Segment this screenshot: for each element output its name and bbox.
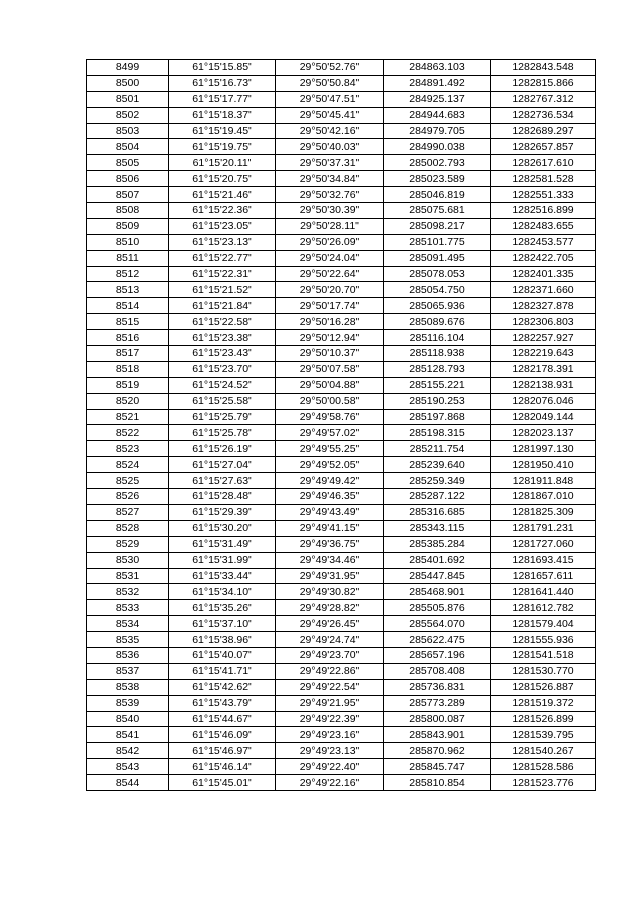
latitude-cell: 61°15'18.37" [169,107,276,123]
point-number-cell: 8522 [87,425,169,441]
latitude-cell: 61°15'21.52" [169,282,276,298]
table-row [87,425,596,441]
longitude-cell: 29°50'50.84" [276,75,384,91]
latitude-cell: 61°15'40.07" [169,647,276,663]
easting-cell: 285810.854 [384,775,491,791]
northing-cell: 1281911.848 [491,473,596,489]
northing-cell: 1282843.548 [491,60,596,76]
longitude-cell: 29°49'57.02" [276,425,384,441]
northing-cell: 1282401.335 [491,266,596,282]
point-number-cell: 8530 [87,552,169,568]
point-number-cell: 8507 [87,187,169,203]
easting-cell: 285118.938 [384,346,491,362]
point-number-cell: 8532 [87,584,169,600]
longitude-cell: 29°50'00.58" [276,393,384,409]
longitude-cell: 29°50'10.37" [276,346,384,362]
latitude-cell: 61°15'21.84" [169,298,276,314]
latitude-cell: 61°15'20.11" [169,155,276,171]
northing-cell: 1282327.878 [491,298,596,314]
longitude-cell: 29°49'34.46" [276,552,384,568]
latitude-cell: 61°15'25.78" [169,425,276,441]
northing-cell: 1281526.887 [491,679,596,695]
longitude-cell: 29°50'04.88" [276,377,384,393]
easting-cell: 285128.793 [384,361,491,377]
longitude-cell: 29°50'47.51" [276,91,384,107]
latitude-cell: 61°15'46.97" [169,743,276,759]
northing-cell: 1282076.046 [491,393,596,409]
point-number-cell: 8506 [87,171,169,187]
longitude-cell: 29°49'24.74" [276,632,384,648]
point-number-cell: 8537 [87,663,169,679]
easting-cell: 284979.705 [384,123,491,139]
point-number-cell: 8538 [87,679,169,695]
latitude-cell: 61°15'37.10" [169,616,276,632]
northing-cell: 1281657.611 [491,568,596,584]
easting-cell: 284990.038 [384,139,491,155]
point-number-cell: 8504 [87,139,169,155]
table-row [87,155,596,171]
easting-cell: 285098.217 [384,218,491,234]
point-number-cell: 8512 [87,266,169,282]
table-row [87,520,596,536]
northing-cell: 1282581.528 [491,171,596,187]
table-row [87,457,596,473]
table-row [87,107,596,123]
latitude-cell: 61°15'22.58" [169,314,276,330]
easting-cell: 285089.676 [384,314,491,330]
longitude-cell: 29°50'12.94" [276,330,384,346]
easting-cell: 285622.475 [384,632,491,648]
easting-cell: 284891.492 [384,75,491,91]
table-row [87,91,596,107]
table-row [87,695,596,711]
northing-cell: 1282219.643 [491,346,596,362]
longitude-cell: 29°50'20.70" [276,282,384,298]
latitude-cell: 61°15'26.19" [169,441,276,457]
northing-cell: 1281579.404 [491,616,596,632]
easting-cell: 285708.408 [384,663,491,679]
easting-cell: 285287.122 [384,489,491,505]
longitude-cell: 29°50'34.84" [276,171,384,187]
table-row [87,346,596,362]
latitude-cell: 61°15'35.26" [169,600,276,616]
easting-cell: 285800.087 [384,711,491,727]
point-number-cell: 8535 [87,632,169,648]
northing-cell: 1282516.899 [491,203,596,219]
table-row [87,600,596,616]
point-number-cell: 8526 [87,489,169,505]
point-number-cell: 8534 [87,616,169,632]
point-number-cell: 8523 [87,441,169,457]
easting-cell: 285155.221 [384,377,491,393]
northing-cell: 1281791.231 [491,520,596,536]
northing-cell: 1281528.586 [491,759,596,775]
table-row [87,584,596,600]
longitude-cell: 29°49'43.49" [276,504,384,520]
easting-cell: 285002.793 [384,155,491,171]
northing-cell: 1282483.655 [491,218,596,234]
latitude-cell: 61°15'44.67" [169,711,276,727]
table-row [87,489,596,505]
northing-cell: 1282815.866 [491,75,596,91]
point-number-cell: 8508 [87,203,169,219]
longitude-cell: 29°49'31.95" [276,568,384,584]
table-row [87,250,596,266]
northing-cell: 1282767.312 [491,91,596,107]
longitude-cell: 29°49'22.39" [276,711,384,727]
longitude-cell: 29°49'22.16" [276,775,384,791]
table-row [87,441,596,457]
point-number-cell: 8500 [87,75,169,91]
longitude-cell: 29°50'17.74" [276,298,384,314]
longitude-cell: 29°50'30.39" [276,203,384,219]
point-number-cell: 8517 [87,346,169,362]
latitude-cell: 61°15'23.70" [169,361,276,377]
northing-cell: 1281727.060 [491,536,596,552]
easting-cell: 285091.495 [384,250,491,266]
point-number-cell: 8501 [87,91,169,107]
latitude-cell: 61°15'27.63" [169,473,276,489]
point-number-cell: 8529 [87,536,169,552]
table-row [87,504,596,520]
easting-cell: 285054.750 [384,282,491,298]
easting-cell: 285343.115 [384,520,491,536]
point-number-cell: 8499 [87,60,169,76]
easting-cell: 285385.284 [384,536,491,552]
northing-cell: 1281523.776 [491,775,596,791]
easting-cell: 284925.137 [384,91,491,107]
table-row [87,361,596,377]
northing-cell: 1281612.782 [491,600,596,616]
easting-cell: 285078.053 [384,266,491,282]
point-number-cell: 8513 [87,282,169,298]
table-row [87,536,596,552]
latitude-cell: 61°15'15.85" [169,60,276,76]
latitude-cell: 61°15'19.45" [169,123,276,139]
table-row [87,616,596,632]
table-row [87,568,596,584]
point-number-cell: 8510 [87,234,169,250]
table-row [87,60,596,76]
coordinate-table [86,59,596,791]
easting-cell: 285564.070 [384,616,491,632]
table-row [87,632,596,648]
easting-cell: 285101.775 [384,234,491,250]
table-row [87,711,596,727]
easting-cell: 285447.845 [384,568,491,584]
northing-cell: 1281950.410 [491,457,596,473]
easting-cell: 285075.681 [384,203,491,219]
northing-cell: 1282023.137 [491,425,596,441]
table-row [87,473,596,489]
point-number-cell: 8518 [87,361,169,377]
table-row [87,647,596,663]
point-number-cell: 8503 [87,123,169,139]
northing-cell: 1281530.770 [491,663,596,679]
northing-cell: 1282257.927 [491,330,596,346]
point-number-cell: 8540 [87,711,169,727]
point-number-cell: 8541 [87,727,169,743]
longitude-cell: 29°49'36.75" [276,536,384,552]
table-row [87,393,596,409]
longitude-cell: 29°50'45.41" [276,107,384,123]
easting-cell: 285239.640 [384,457,491,473]
table-row [87,377,596,393]
latitude-cell: 61°15'27.04" [169,457,276,473]
easting-cell: 285845.747 [384,759,491,775]
longitude-cell: 29°50'37.31" [276,155,384,171]
northing-cell: 1281541.518 [491,647,596,663]
latitude-cell: 61°15'42.62" [169,679,276,695]
latitude-cell: 61°15'22.31" [169,266,276,282]
longitude-cell: 29°49'22.54" [276,679,384,695]
latitude-cell: 61°15'30.20" [169,520,276,536]
point-number-cell: 8544 [87,775,169,791]
table-row [87,234,596,250]
longitude-cell: 29°50'24.04" [276,250,384,266]
latitude-cell: 61°15'23.05" [169,218,276,234]
longitude-cell: 29°50'40.03" [276,139,384,155]
latitude-cell: 61°15'23.43" [169,346,276,362]
northing-cell: 1282551.333 [491,187,596,203]
latitude-cell: 61°15'19.75" [169,139,276,155]
northing-cell: 1282306.803 [491,314,596,330]
northing-cell: 1281526.899 [491,711,596,727]
longitude-cell: 29°50'42.16" [276,123,384,139]
longitude-cell: 29°49'23.16" [276,727,384,743]
point-number-cell: 8543 [87,759,169,775]
table-row [87,282,596,298]
northing-cell: 1281555.936 [491,632,596,648]
latitude-cell: 61°15'16.73" [169,75,276,91]
point-number-cell: 8536 [87,647,169,663]
table-row [87,266,596,282]
easting-cell: 285259.349 [384,473,491,489]
latitude-cell: 61°15'17.77" [169,91,276,107]
point-number-cell: 8511 [87,250,169,266]
table-row [87,552,596,568]
latitude-cell: 61°15'34.10" [169,584,276,600]
table-row [87,727,596,743]
point-number-cell: 8525 [87,473,169,489]
table-row [87,759,596,775]
longitude-cell: 29°49'26.45" [276,616,384,632]
easting-cell: 285198.315 [384,425,491,441]
point-number-cell: 8502 [87,107,169,123]
point-number-cell: 8527 [87,504,169,520]
easting-cell: 285870.962 [384,743,491,759]
northing-cell: 1281539.795 [491,727,596,743]
table-row [87,171,596,187]
longitude-cell: 29°49'52.05" [276,457,384,473]
latitude-cell: 61°15'31.49" [169,536,276,552]
easting-cell: 285065.936 [384,298,491,314]
point-number-cell: 8519 [87,377,169,393]
latitude-cell: 61°15'33.44" [169,568,276,584]
point-number-cell: 8521 [87,409,169,425]
latitude-cell: 61°15'25.58" [169,393,276,409]
table-row [87,203,596,219]
table-row [87,75,596,91]
easting-cell: 285116.104 [384,330,491,346]
point-number-cell: 8520 [87,393,169,409]
table-row [87,123,596,139]
northing-cell: 1282138.931 [491,377,596,393]
northing-cell: 1282178.391 [491,361,596,377]
easting-cell: 285023.589 [384,171,491,187]
latitude-cell: 61°15'46.14" [169,759,276,775]
northing-cell: 1282736.534 [491,107,596,123]
coordinate-table-body [87,60,596,791]
longitude-cell: 29°49'30.82" [276,584,384,600]
easting-cell: 285468.901 [384,584,491,600]
easting-cell: 284944.683 [384,107,491,123]
northing-cell: 1281519.372 [491,695,596,711]
point-number-cell: 8528 [87,520,169,536]
easting-cell: 285773.289 [384,695,491,711]
point-number-cell: 8515 [87,314,169,330]
easting-cell: 285736.831 [384,679,491,695]
point-number-cell: 8533 [87,600,169,616]
table-row [87,743,596,759]
northing-cell: 1282453.577 [491,234,596,250]
easting-cell: 285211.754 [384,441,491,457]
longitude-cell: 29°49'23.70" [276,647,384,663]
table-row [87,187,596,203]
latitude-cell: 61°15'45.01" [169,775,276,791]
latitude-cell: 61°15'43.79" [169,695,276,711]
table-row [87,330,596,346]
easting-cell: 285197.868 [384,409,491,425]
easting-cell: 284863.103 [384,60,491,76]
longitude-cell: 29°49'21.95" [276,695,384,711]
table-row [87,139,596,155]
latitude-cell: 61°15'28.48" [169,489,276,505]
easting-cell: 285190.253 [384,393,491,409]
longitude-cell: 29°49'58.76" [276,409,384,425]
latitude-cell: 61°15'23.38" [169,330,276,346]
latitude-cell: 61°15'38.96" [169,632,276,648]
longitude-cell: 29°49'41.15" [276,520,384,536]
latitude-cell: 61°15'41.71" [169,663,276,679]
longitude-cell: 29°50'16.28" [276,314,384,330]
point-number-cell: 8514 [87,298,169,314]
latitude-cell: 61°15'22.36" [169,203,276,219]
longitude-cell: 29°50'52.76" [276,60,384,76]
longitude-cell: 29°50'22.64" [276,266,384,282]
longitude-cell: 29°49'46.35" [276,489,384,505]
longitude-cell: 29°50'32.76" [276,187,384,203]
longitude-cell: 29°49'22.40" [276,759,384,775]
point-number-cell: 8531 [87,568,169,584]
latitude-cell: 61°15'25.79" [169,409,276,425]
latitude-cell: 61°15'31.99" [169,552,276,568]
northing-cell: 1281540.267 [491,743,596,759]
easting-cell: 285505.876 [384,600,491,616]
longitude-cell: 29°49'22.86" [276,663,384,679]
northing-cell: 1282422.705 [491,250,596,266]
northing-cell: 1281867.010 [491,489,596,505]
latitude-cell: 61°15'24.52" [169,377,276,393]
longitude-cell: 29°49'49.42" [276,473,384,489]
northing-cell: 1282617.610 [491,155,596,171]
longitude-cell: 29°49'23.13" [276,743,384,759]
table-row [87,679,596,695]
longitude-cell: 29°49'55.25" [276,441,384,457]
latitude-cell: 61°15'21.46" [169,187,276,203]
table-row [87,314,596,330]
table-row [87,218,596,234]
point-number-cell: 8524 [87,457,169,473]
longitude-cell: 29°50'28.11" [276,218,384,234]
point-number-cell: 8509 [87,218,169,234]
easting-cell: 285843.901 [384,727,491,743]
easting-cell: 285657.196 [384,647,491,663]
table-row [87,663,596,679]
easting-cell: 285401.692 [384,552,491,568]
point-number-cell: 8539 [87,695,169,711]
northing-cell: 1282371.660 [491,282,596,298]
latitude-cell: 61°15'29.39" [169,504,276,520]
northing-cell: 1281693.415 [491,552,596,568]
longitude-cell: 29°49'28.82" [276,600,384,616]
northing-cell: 1282689.297 [491,123,596,139]
northing-cell: 1281825.309 [491,504,596,520]
latitude-cell: 61°15'46.09" [169,727,276,743]
table-row [87,298,596,314]
point-number-cell: 8542 [87,743,169,759]
northing-cell: 1282657.857 [491,139,596,155]
northing-cell: 1281997.130 [491,441,596,457]
northing-cell: 1281641.440 [491,584,596,600]
easting-cell: 285316.685 [384,504,491,520]
latitude-cell: 61°15'23.13" [169,234,276,250]
point-number-cell: 8505 [87,155,169,171]
table-row [87,775,596,791]
easting-cell: 285046.819 [384,187,491,203]
latitude-cell: 61°15'20.75" [169,171,276,187]
table-row [87,409,596,425]
longitude-cell: 29°50'07.58" [276,361,384,377]
longitude-cell: 29°50'26.09" [276,234,384,250]
latitude-cell: 61°15'22.77" [169,250,276,266]
point-number-cell: 8516 [87,330,169,346]
northing-cell: 1282049.144 [491,409,596,425]
